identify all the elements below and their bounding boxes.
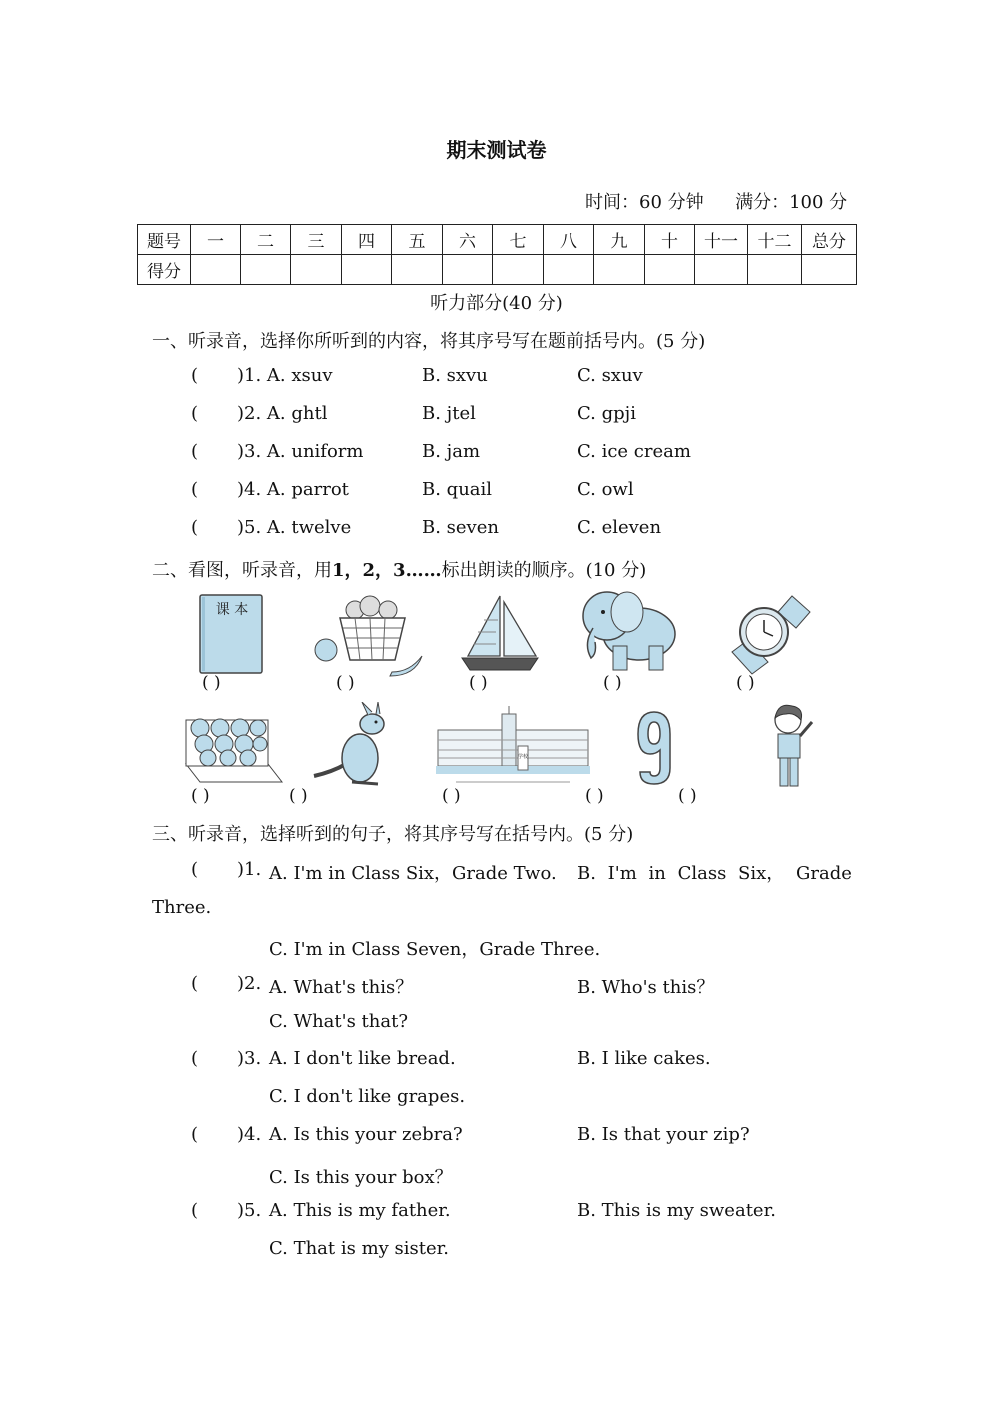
full-score: 满分：100 分	[735, 192, 848, 213]
question-number: )5.	[237, 1200, 262, 1221]
item-option-b: B. quail	[422, 479, 493, 500]
score-row-label: 得分	[138, 255, 191, 285]
score-cell[interactable]	[392, 255, 443, 285]
score-header-cell: 十	[645, 225, 695, 255]
order-paren[interactable]: ( )	[736, 673, 755, 693]
watch-picture	[722, 592, 812, 676]
order-paren[interactable]: ( )	[603, 673, 622, 693]
score-cell[interactable]	[342, 255, 392, 285]
item-option-c: C. gpji	[577, 403, 636, 424]
answer-paren[interactable]: (	[191, 1124, 199, 1145]
section2-heading-bold: 1，2，3……	[332, 560, 442, 581]
sailboat-picture	[460, 592, 540, 674]
option-b: B. I'm in Class Six， Grade	[577, 863, 852, 884]
question-number: )3.	[237, 1048, 262, 1069]
exam-meta	[585, 188, 847, 214]
option-b: B. Is that your zip?	[577, 1124, 750, 1145]
option-b: B. This is my sweater.	[577, 1200, 776, 1221]
kangaroo-picture	[312, 702, 394, 788]
answer-paren[interactable]: (	[191, 1200, 199, 1221]
score-cell[interactable]	[645, 255, 695, 285]
item-option-b: B. jtel	[422, 403, 476, 424]
score-header-cell: 三	[291, 225, 342, 255]
order-paren[interactable]: ( )	[585, 786, 604, 806]
item-option-a: )2. A. ghtl	[237, 403, 328, 424]
item-option-c: C. ice cream	[577, 441, 691, 462]
score-header-cell: 题号	[138, 225, 191, 255]
item-option-a: )4. A. parrot	[237, 479, 349, 500]
order-paren[interactable]: ( )	[469, 673, 488, 693]
score-cell[interactable]	[191, 255, 241, 285]
item-option-b: B. jam	[422, 441, 481, 462]
order-paren[interactable]: ( )	[202, 673, 221, 693]
order-paren[interactable]: ( )	[442, 786, 461, 806]
item-option-a: )1. A. xsuv	[237, 365, 333, 386]
answer-paren[interactable]: (	[191, 517, 199, 538]
page-title: 期末测试卷	[446, 138, 547, 162]
option-c: C. I don't like grapes.	[269, 1086, 466, 1107]
score-cell[interactable]	[443, 255, 493, 285]
answer-paren[interactable]: (	[191, 403, 199, 424]
section3-heading: 三、听录音，选择听到的句子，将其序号写在括号内。(5 分)	[152, 824, 634, 845]
item-option-a: )3. A. uniform	[237, 441, 364, 462]
option-c: C. What's that?	[269, 1011, 408, 1032]
section2-heading-b: 标出朗读的顺序。(10 分)	[441, 560, 647, 581]
item-option-c: C. sxuv	[577, 365, 643, 386]
section1-heading: 一、听录音，选择你所听到的内容，将其序号写在题前括号内。(5 分)	[152, 331, 706, 352]
school-picture	[436, 706, 590, 788]
item-option-b: B. sxvu	[422, 365, 488, 386]
option-a: A. Is this your zebra?	[269, 1124, 463, 1145]
score-header-cell: 八	[544, 225, 594, 255]
score-header-cell: 四	[342, 225, 392, 255]
order-paren[interactable]: ( )	[289, 786, 308, 806]
score-cell[interactable]	[291, 255, 342, 285]
answer-paren[interactable]: (	[191, 859, 199, 880]
boy-picture	[766, 700, 816, 792]
option-c: C. I'm in Class Seven，Grade Three.	[269, 939, 601, 960]
score-table-score-row	[138, 255, 857, 285]
section2-heading	[152, 556, 646, 582]
score-header-cell: 一	[191, 225, 241, 255]
elephant-picture	[573, 584, 683, 676]
score-header-cell: 十一	[695, 225, 748, 255]
textbook-picture	[196, 592, 268, 676]
item-option-b: B. seven	[422, 517, 499, 538]
section2-heading-a: 二、看图，听录音，用	[152, 560, 332, 581]
answer-paren[interactable]: (	[191, 479, 199, 500]
textbook-label: 课 本	[215, 602, 249, 618]
score-header-cell: 总分	[802, 225, 857, 255]
school-sign-label: 学校	[517, 754, 529, 760]
option-a: A. This is my father.	[269, 1200, 451, 1221]
answer-paren[interactable]: (	[191, 365, 199, 386]
item-option-a: )5. A. twelve	[237, 517, 352, 538]
score-header-cell: 七	[493, 225, 544, 255]
score-header-cell: 五	[392, 225, 443, 255]
score-cell[interactable]	[748, 255, 802, 285]
donuts-picture	[184, 710, 284, 788]
fruit-basket-picture	[310, 590, 425, 678]
score-header-cell: 九	[594, 225, 645, 255]
answer-paren[interactable]: (	[191, 973, 199, 994]
answer-paren[interactable]: (	[191, 1048, 199, 1069]
listening-heading: 听力部分(40 分)	[430, 293, 563, 314]
score-cell[interactable]	[695, 255, 748, 285]
question-number: )2.	[237, 973, 262, 994]
score-cell[interactable]	[802, 255, 857, 285]
score-table-header-row	[138, 225, 857, 255]
score-header-cell: 二	[241, 225, 291, 255]
score-cell[interactable]	[594, 255, 645, 285]
option-c: C. Is this your box？	[269, 1167, 453, 1188]
item-option-c: C. owl	[577, 479, 634, 500]
score-header-cell: 六	[443, 225, 493, 255]
order-paren[interactable]: ( )	[191, 786, 210, 806]
answer-paren[interactable]: (	[191, 441, 199, 462]
option-b-continued: Three.	[152, 897, 212, 918]
option-c: C. That is my sister.	[269, 1238, 449, 1259]
question-number: )1.	[237, 859, 262, 880]
option-a: A. What's this？	[269, 977, 414, 998]
order-paren[interactable]: ( )	[336, 673, 355, 693]
order-paren[interactable]: ( )	[678, 786, 697, 806]
option-a: A. I'm in Class Six，Grade Two.	[269, 863, 557, 884]
option-a: A. I don't like bread.	[269, 1048, 456, 1069]
option-b: B. I like cakes.	[577, 1048, 711, 1069]
number-nine-picture	[634, 706, 674, 786]
score-table	[137, 224, 857, 285]
item-option-c: C. eleven	[577, 517, 662, 538]
score-cell[interactable]	[493, 255, 544, 285]
question-number: )4.	[237, 1124, 262, 1145]
score-header-cell: 十二	[748, 225, 802, 255]
option-b: B. Who's this？	[577, 977, 715, 998]
score-cell[interactable]	[544, 255, 594, 285]
time-limit: 时间：60 分钟	[585, 192, 704, 213]
score-cell[interactable]	[241, 255, 291, 285]
